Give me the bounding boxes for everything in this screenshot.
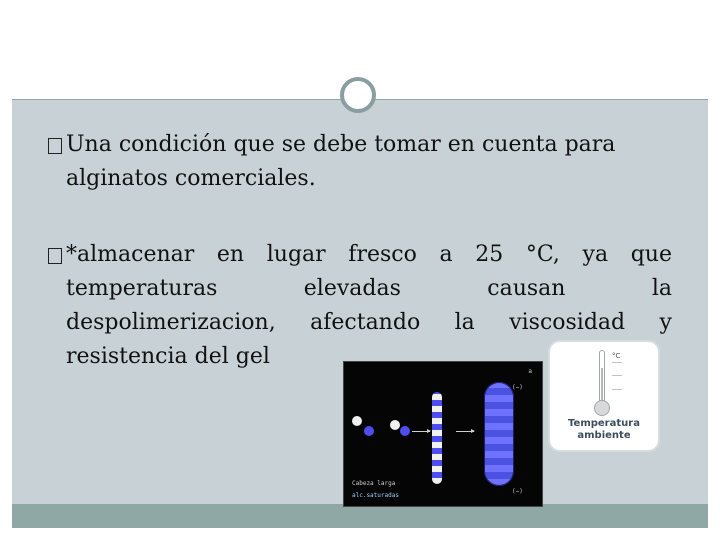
- footer-bar: [12, 504, 708, 528]
- thermometer-ticks: [612, 362, 622, 390]
- video-thumbnail[interactable]: [343, 361, 543, 507]
- polymer-dot-icon: [400, 426, 410, 436]
- temperature-caption-line-2: ambiente: [577, 430, 631, 441]
- polymer-column-icon: [432, 392, 442, 484]
- video-footer-label-1: Cabeza larga: [352, 480, 396, 487]
- temperature-card: [548, 340, 660, 452]
- temperature-unit: °C: [612, 352, 621, 360]
- charge-label-top: (−): [512, 384, 523, 391]
- bullet-paragraph-1: [50, 128, 670, 196]
- polymer-dot-icon: [364, 426, 374, 436]
- bullet-2-line-2: temperaturas elevadas causan la: [66, 276, 672, 301]
- bullet-2-line-3: despolimerizacion, afectando la viscosidad y: [66, 310, 672, 335]
- polymer-dot-icon: [390, 420, 400, 430]
- temperature-caption-line-1: Temperatura: [568, 418, 640, 429]
- bullet-2-line-4: resistencia del gel: [66, 344, 270, 369]
- arrow-icon: [456, 431, 474, 432]
- divider-ring-icon: [340, 77, 376, 113]
- thermometer-icon: [594, 350, 610, 420]
- bullet-2-line-1: *almacenar en lugar fresco a 25 °C, ya que: [66, 242, 672, 267]
- video-footer-label-2: alc.saturadas: [352, 492, 399, 499]
- bullet-1-line-2: alginatos comerciales.: [66, 166, 316, 191]
- arrow-icon: [412, 431, 430, 432]
- gel-stack-icon: [484, 382, 514, 486]
- video-badge: a: [528, 368, 532, 375]
- polymer-dot-icon: [352, 416, 362, 426]
- bullet-1-line-1: Una condición que se debe tomar en cuenta para: [66, 132, 616, 157]
- temperature-caption: [550, 418, 658, 442]
- charge-label-bottom: (−): [512, 488, 523, 495]
